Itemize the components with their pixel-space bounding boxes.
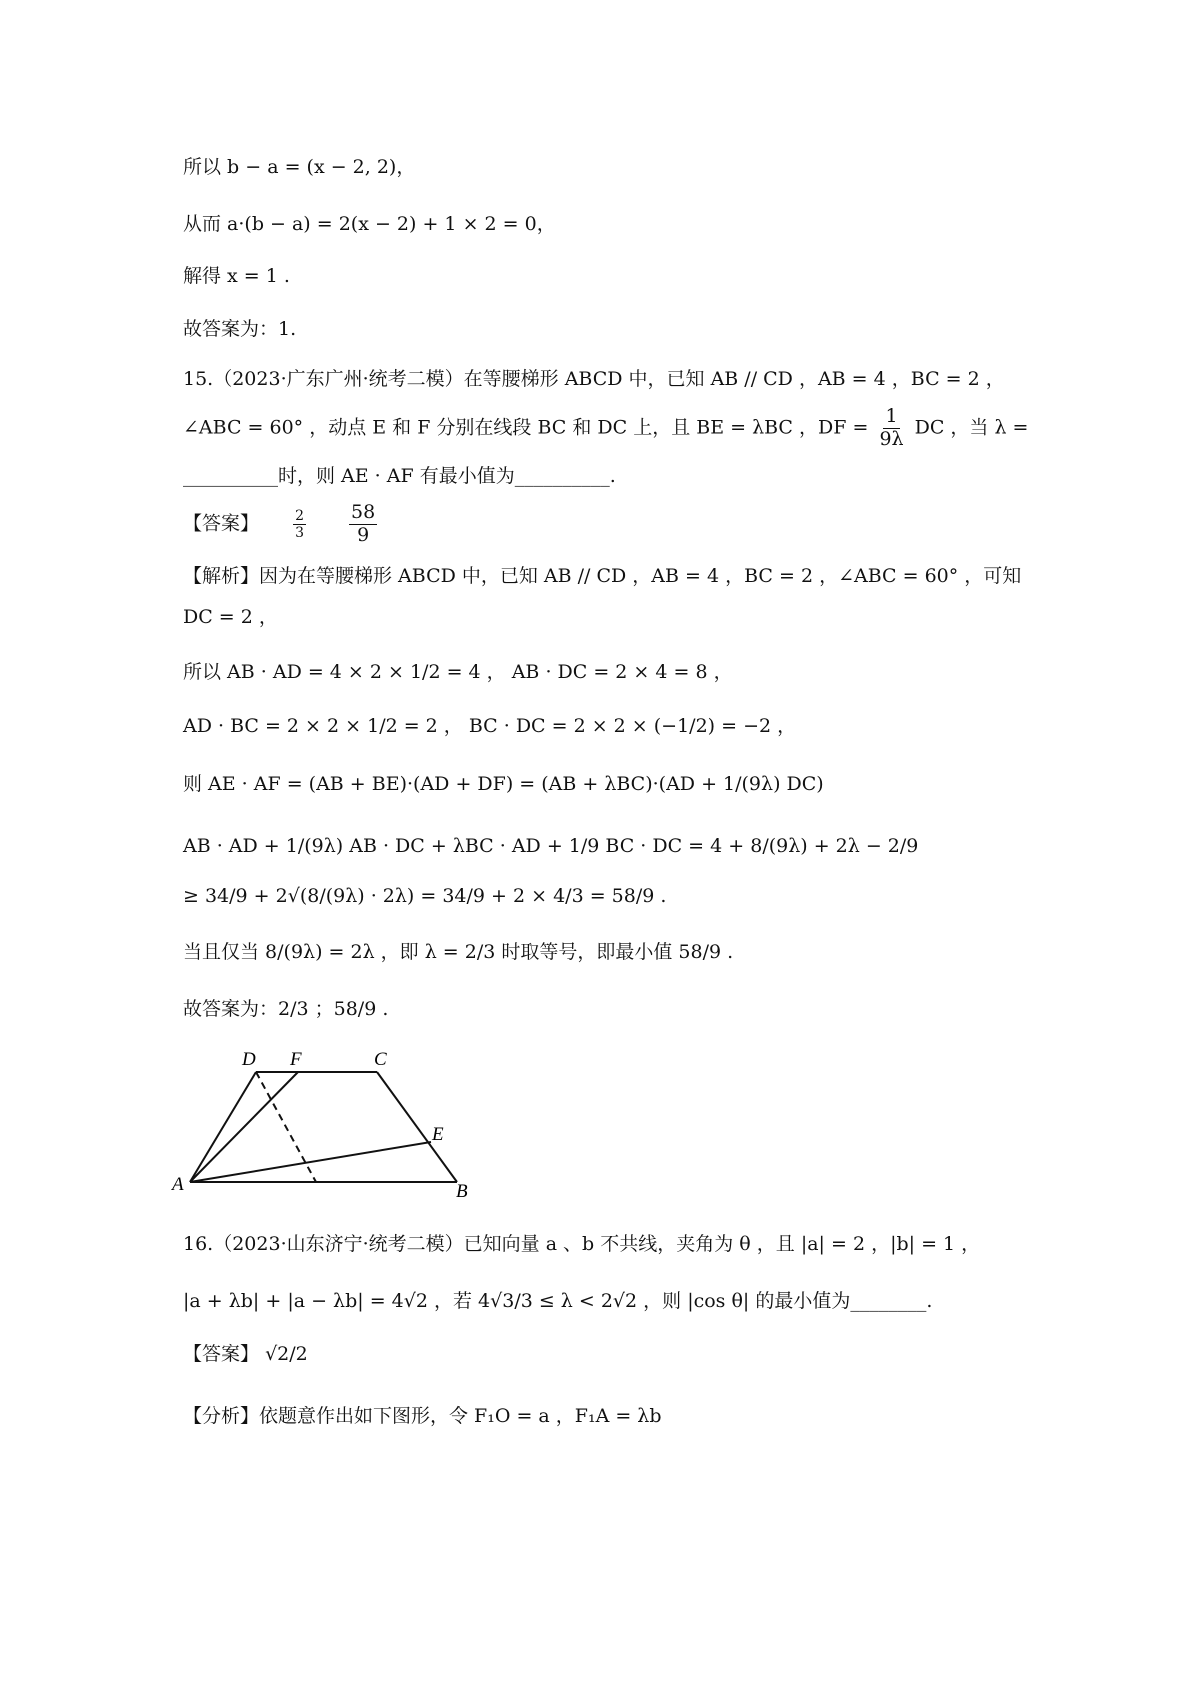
q15-eq-4: AB · AD + 1/(9λ) AB · DC + λBC · AD + 1/9 BC · DC = 4 + 8/(9λ) + 2λ − 2/9	[183, 835, 919, 857]
segment-af	[190, 1072, 298, 1182]
solution-line-1: 所以 b − a = (x − 2, 2)，	[183, 156, 416, 178]
solution-line-3: 解得 x = 1 .	[183, 265, 290, 287]
answer-frac-2-den: 9	[357, 523, 370, 546]
q16-line-2: |a + λb| + |a − λb| = 4√2 ，若 4√3/3 ≤ λ < 2√2 ，则 |cos θ| 的最小值为________.	[183, 1290, 933, 1312]
q15-line-3: __________时，则 AE · AF 有最小值为__________.	[183, 465, 616, 487]
answer-frac-1-den: 3	[295, 524, 304, 541]
answer-frac-1-num: 2	[295, 507, 304, 524]
q15-answer	[183, 502, 380, 547]
answer-frac-1	[293, 508, 306, 541]
q15-eq-2: AD · BC = 2 × 2 × 1/2 = 2 ， BC · DC = 2 × 2 × (−1/2) = −2 ，	[183, 715, 797, 737]
edge-ad	[190, 1072, 256, 1182]
trapezoid-figure	[170, 1045, 500, 1205]
q16-analysis: 【分析】依题意作出如下图形，令 F₁O = a ，F₁A = λb	[183, 1405, 662, 1427]
segment-ae	[190, 1142, 431, 1182]
label-a: A	[172, 1174, 184, 1195]
q15-line-2	[183, 406, 1028, 451]
answer-label: 【答案】	[183, 512, 260, 535]
df-fraction	[877, 406, 905, 451]
df-fraction-num: 1	[885, 405, 898, 427]
q15-eq-5: ≥ 34/9 + 2√(8/(9λ) · 2λ) = 34/9 + 2 × 4/3 = 58/9 .	[183, 885, 667, 907]
q16-answer-label: 【答案】	[183, 1343, 260, 1365]
q15-eq-3: 则 AE · AF = (AB + BE)·(AD + DF) = (AB + λBC)·(AD + 1/(9λ) DC)	[183, 773, 824, 795]
q15-analysis-2: DC = 2 ，	[183, 606, 278, 628]
answer-frac-2	[349, 502, 377, 547]
label-d: D	[242, 1049, 256, 1070]
solution-line-4: 故答案为：1.	[183, 318, 297, 340]
q15-final: 故答案为：2/3 ；58/9 .	[183, 998, 389, 1020]
df-fraction-den: 9λ	[879, 427, 904, 450]
label-e: E	[432, 1124, 444, 1145]
q15-line-1: 15.（2023·广东广州·统考二模）在等腰梯形 ABCD 中，已知 AB // CD ，AB = 4 ，BC = 2 ，	[183, 368, 1005, 390]
q15-analysis-1: 【解析】因为在等腰梯形 ABCD 中，已知 AB // CD ，AB = 4 ，BC = 2 ，∠ABC = 60° ，可知	[183, 565, 1022, 587]
label-c: C	[374, 1049, 387, 1070]
label-b: B	[456, 1181, 468, 1202]
q15-eq-6: 当且仅当 8/(9λ) = 2λ ，即 λ = 2/3 时取等号，即最小值 58/9 .	[183, 941, 734, 963]
q16-answer	[183, 1340, 308, 1368]
q15-line-2b: DC ，当 λ =	[914, 416, 1029, 439]
q15-line-2a: ∠ABC = 60° ，动点 E 和 F 分别在线段 BC 和 DC 上，且 BE = λBC ，DF =	[183, 416, 869, 439]
solution-line-2: 从而 a·(b − a) = 2(x − 2) + 1 × 2 = 0，	[183, 213, 556, 235]
edge-cb	[377, 1072, 457, 1182]
answer-frac-2-num: 58	[351, 501, 376, 523]
q16-line-1: 16.（2023·山东济宁·统考二模）已知向量 a 、b 不共线，夹角为 θ ，且 |a| = 2 ，|b| = 1 ，	[183, 1233, 981, 1255]
q15-eq-1: 所以 AB · AD = 4 × 2 × 1/2 = 4 ， AB · DC = 2 × 4 = 8 ，	[183, 661, 733, 683]
label-f: F	[290, 1049, 302, 1070]
q16-answer-value: √2/2	[265, 1343, 308, 1365]
